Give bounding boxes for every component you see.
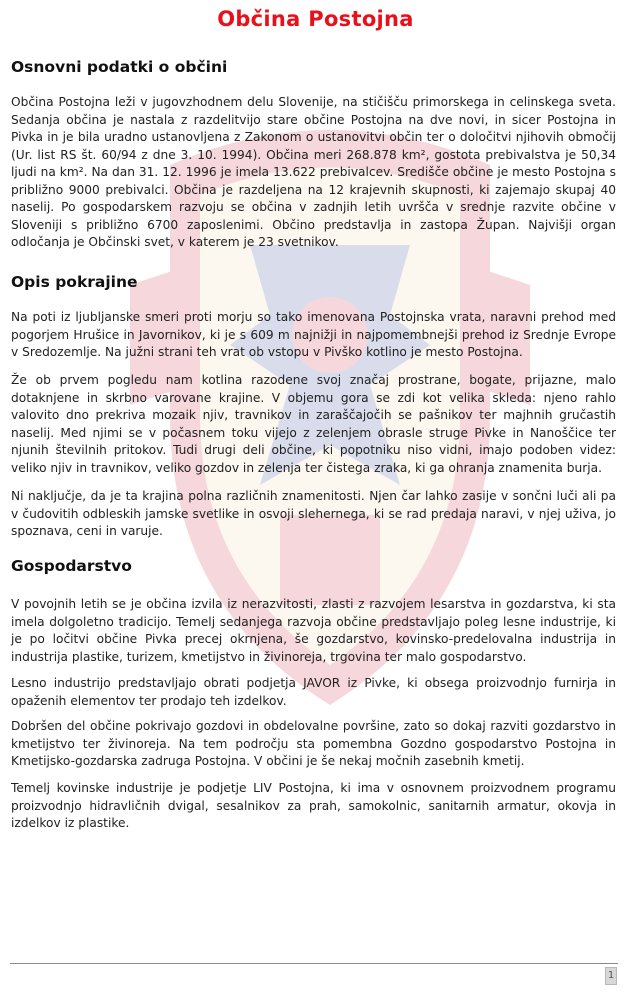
section-heading-economy: Gospodarstvo xyxy=(11,557,132,575)
paragraph: V povojnih letih se je občina izvila iz nerazvitosti, zlasti z razvojem lesarstva in gozdarstva, ki sta imela dolgoletno tradicijo. Temelj sedanjega razvoja občine predstavljajo poleg lesne industrije, ki je po ločitvi občine Pivka precej okrnjena, še gozdarstvo, kovinsko-predelovalna industrija in industrija plastike, turizem, kmetijstvo in živinoreja, trgovina ter malo gospodarstvo. xyxy=(11,597,616,664)
paragraph: Ni naključje, da je ta krajina polna različnih znamenitosti. Njen čar lahko zasije v sončni luči ali pa v čudovitih odbleskih jamske svetlike in osvoji slehernega, ki se rad predaja naravi, v njej uživa, jo spoznava, ceni in varuje. xyxy=(11,489,616,538)
paragraph: Lesno industrijo predstavljajo obrati podjetja JAVOR iz Pivke, ki obsega proizvodnjo furnirja in opaženih elementov ter prodajo teh izdelkov. xyxy=(11,676,616,708)
page-number: 1 xyxy=(605,967,617,985)
paragraph: Občina Postojna leži v jugovzhodnem delu Slovenije, na stičišču primorskega in celinskega sveta. Sedanja občina je nastala z razdelitvijo stare občine Postojna na dve novi, in sicer Postojna in Pivka in je bila uradno ustanovljena z Zakonom o ustanovitvi občin ter o določitvi njihovih območij (Ur. list RS št. 60/94 z dne 3. 10. 1994). Občina meri 268.878 km², gostota prebivalstva je 50,34 ljudi na km². Na dan 31. 12. 1996 je imela 13.622 prebivalcev. Središče občine je mesto Postojna s približno 9000 prebivalci. Občina je razdeljena na 12 krajevnih skupnosti, ki zajemajo skupaj 40 naselij. Po gospodarskem razvoju se občina v zadnjih letih uvršča v srednje razvite občine v Sloveniji s približno 6700 zaposlenimi. Občino predstavlja in zastopa Župan. Najvišji organ odločanja je Občinski svet, v katerem je 23 svetnikov. xyxy=(11,95,616,249)
paragraph: Temelj kovinske industrije je podjetje LIV Postojna, ki ima v osnovnem proizvodnem programu proizvodnjo hidravličnih dvigal, sesalnikov za prah, samokolnic, sanitarnih armatur, okovja in izdelkov iz plastike. xyxy=(11,781,616,830)
paragraph: Na poti iz ljubljanske smeri proti morju so tako imenovana Postojnska vrata, naravni prehod med pogorjem Hrušice in Javornikov, ki je s 609 m najnižji in najpomembnejši prehod iz Srednje Evrope v Sredozemlje. Na južni strani teh vrat ob vstopu v Pivško kotlino je mesto Postojna. xyxy=(11,310,616,359)
document-title: Občina Postojna xyxy=(217,7,414,31)
section-heading-landscape: Opis pokrajine xyxy=(11,273,138,291)
paragraph: Dobršen del občine pokrivajo gozdovi in obdelovalne površine, zato so dokaj razviti gozdarstvo in kmetijstvo ter živinoreja. Na tem področju sta pomembna Gozdno gospodarstvo Postojna in Kmetijsko-gozdarska zadruga Postojna. V občini je še nekaj močnih zasebnih kmetij. xyxy=(11,719,616,768)
footer-divider xyxy=(10,963,618,964)
paragraph: Že ob prvem pogledu nam kotlina razodene svoj značaj prostrane, bogate, prijazne, malo dotaknjene in skrbno varovane krajine. V objemu gora se zdi kot velika skleda: njeno rahlo valovito dno prekriva mozaik njiv, travnikov in zaraščajočih se pašnikov ter majhnih gručastih naselij. Med njimi se v počasnem toku vijejo z zelenjem obrasle struge Pivke in Nanoščice ter njunih številnih pritokov. Tudi drugi deli občine, ki popotniku niso vidni, imajo podoben videz: veliko njiv in travnikov, veliko gozdov in zelenja ter čistega zraka, ki ga ohranja znamenita burja. xyxy=(11,373,616,475)
section-heading-basic-data: Osnovni podatki o občini xyxy=(11,58,228,76)
